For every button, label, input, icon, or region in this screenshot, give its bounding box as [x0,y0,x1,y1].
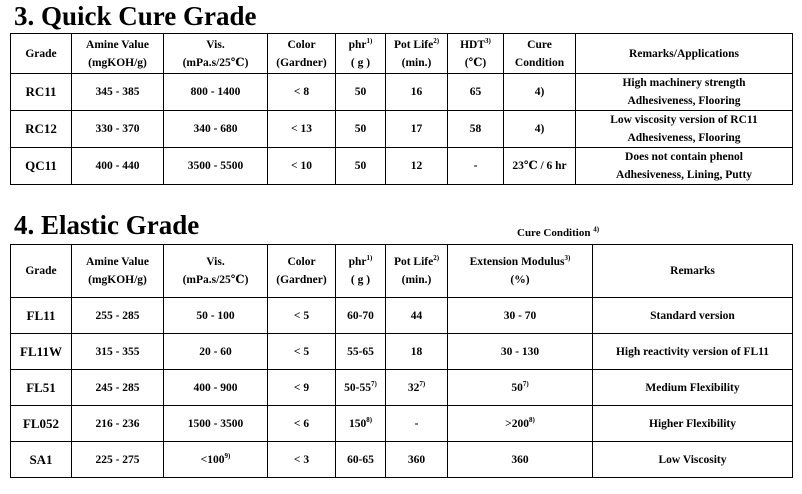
header-pot-life: Pot Life$^{2)}$ (min.) [386,245,448,298]
remarks-cell: High machinery strength Adhesiveness, Flooring [576,74,793,111]
grade-cell: RC12 [11,111,72,148]
viscosity-cell: 20 - 60 [164,334,268,370]
header-phr: phr$^{1)}$ ( g ) [336,34,386,74]
table-row [11,406,793,442]
header-amine-value: Amine Value (mgKOH/g) [72,245,164,298]
hdt-cell: 65 [448,74,504,111]
pot-life-cell: 44 [386,298,448,334]
grade-cell: FL052 [11,406,72,442]
header-remarks-applications: Remarks/Applications [576,34,793,74]
viscosity-cell: 340 - 680 [164,111,268,148]
grade-cell: SA1 [11,442,72,478]
cure-cell: 4) [504,74,576,111]
extension-modulus-cell: 360 [448,442,593,478]
viscosity-cell: $<100^{9)}$ [164,442,268,478]
extension-modulus-cell: $>200^{8)}$ [448,406,593,442]
amine-cell: 225 - 275 [72,442,164,478]
amine-cell: 216 - 236 [72,406,164,442]
table-row [11,442,793,478]
color-cell: < 6 [268,406,336,442]
phr-cell: 60-70 [336,298,386,334]
phr-cell: 50 [336,148,386,185]
pot-life-cell: 12 [386,148,448,185]
remarks-cell: Medium Flexibility [593,370,793,406]
header-cure-condition: Cure Condition [504,34,576,74]
viscosity-cell: 800 - 1400 [164,74,268,111]
table-header-row [11,245,793,298]
viscosity-cell: 50 - 100 [164,298,268,334]
remarks-cell: High reactivity version of FL11 [593,334,793,370]
extension-modulus-cell: 30 - 70 [448,298,593,334]
amine-cell: 245 - 285 [72,370,164,406]
header-grade: Grade [11,245,72,298]
color-cell: < 5 [268,334,336,370]
phr-cell: 60-65 [336,442,386,478]
quick-cure-grade-table [10,33,793,185]
pot-life-cell: 18 [386,334,448,370]
amine-cell: 345 - 385 [72,74,164,111]
elastic-grade-table [10,244,793,478]
extension-modulus-cell: 50$^{7)}$ [448,370,593,406]
header-hdt: HDT$^{3)}$ (℃) [448,34,504,74]
phr-cell: 55-65 [336,334,386,370]
section-3-title: 3. Quick Cure Grade [14,1,257,31]
amine-cell: 255 - 285 [72,298,164,334]
phr-cell: 150$^{8)}$ [336,406,386,442]
pot-life-cell: 360 [386,442,448,478]
grade-cell: FL11 [11,298,72,334]
pot-life-cell: 32$^{7)}$ [386,370,448,406]
color-cell: < 9 [268,370,336,406]
remarks-cell: Low Viscosity [593,442,793,478]
remarks-cell: Standard version [593,298,793,334]
viscosity-cell: 1500 - 3500 [164,406,268,442]
pot-life-cell: 16 [386,74,448,111]
section-4-title: 4. Elastic Grade [14,210,200,240]
pot-life-cell: - [386,406,448,442]
header-viscosity: Vis. (mPa.s/25℃) [164,34,268,74]
color-cell: < 13 [268,111,336,148]
viscosity-cell: 400 - 900 [164,370,268,406]
grade-cell: FL11W [11,334,72,370]
table-row [11,334,793,370]
table-header-row [11,34,793,74]
color-cell: < 3 [268,442,336,478]
phr-cell: 50 [336,74,386,111]
pot-life-cell: 17 [386,111,448,148]
header-remarks: Remarks [593,245,793,298]
header-amine-value: Amine Value (mgKOH/g) [72,34,164,74]
color-cell: < 10 [268,148,336,185]
table-row [11,298,793,334]
header-color: Color (Gardner) [268,245,336,298]
remarks-cell: Does not contain phenol Adhesiveness, Lining, Putty [576,148,793,185]
extension-modulus-cell: 30 - 130 [448,334,593,370]
table-row [11,74,793,111]
amine-cell: 400 - 440 [72,148,164,185]
phr-cell: 50 [336,111,386,148]
grade-cell: QC11 [11,148,72,185]
header-extension-modulus: Extension Modulus$^{3)}$ (%) [448,245,593,298]
grade-cell: FL51 [11,370,72,406]
table-row [11,111,793,148]
amine-cell: 330 - 370 [72,111,164,148]
header-pot-life: Pot Life$^{2)}$ (min.) [386,34,448,74]
table-row [11,370,793,406]
remarks-cell: Low viscosity version of RC11 Adhesiveness, Flooring [576,111,793,148]
cure-cell: 4) [504,111,576,148]
viscosity-cell: 3500 - 5500 [164,148,268,185]
header-phr: phr$^{1)}$ ( g ) [336,245,386,298]
phr-cell: 50-55$^{7)}$ [336,370,386,406]
header-grade: Grade [11,34,72,74]
color-cell: < 8 [268,74,336,111]
header-color: Color (Gardner) [268,34,336,74]
hdt-cell: 58 [448,111,504,148]
cure-condition-note: Cure Condition $^{4)}$ [517,225,600,239]
amine-cell: 315 - 355 [72,334,164,370]
table-row [11,148,793,185]
hdt-cell: - [448,148,504,185]
remarks-cell: Higher Flexibility [593,406,793,442]
grade-cell: RC11 [11,74,72,111]
header-viscosity: Vis. (mPa.s/25℃) [164,245,268,298]
cure-cell: 23℃ / 6 hr [504,148,576,185]
color-cell: < 5 [268,298,336,334]
